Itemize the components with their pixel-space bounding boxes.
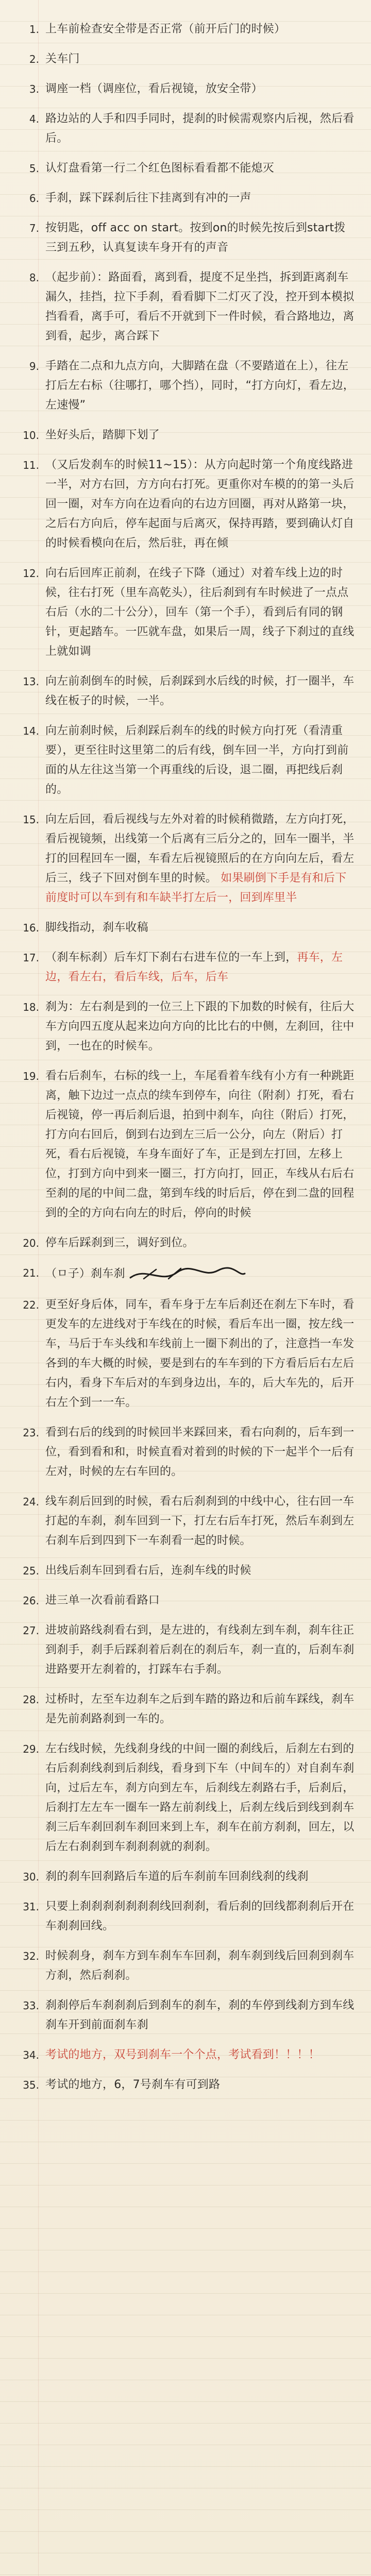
note-text-main: 向左前刹倒车的时候，后刹踩到水后线的时候，打一圈半，车线在板子的时候，一半。 [45, 675, 355, 707]
note-text [45, 1263, 357, 1285]
note-number: 24. [23, 1496, 39, 1508]
note-text-main: 出线后刹车回到看右后，连刹车线的时候 [45, 1564, 251, 1577]
note-item [14, 218, 357, 258]
note-item [14, 1946, 357, 1986]
note-text-main: 手踏在二点和九点方向，大脚踏在盘（不要踏道在上），往左打后左右标（往哪打，哪个挡），同时，“打方向灯，看左边，左速慢” [45, 360, 355, 412]
note-number: 10. [23, 429, 39, 442]
note-item [14, 1621, 357, 1680]
note-item [14, 159, 357, 178]
note-item [14, 189, 357, 208]
note-number: 29. [23, 1743, 39, 1755]
note-number: 11. [23, 459, 39, 471]
note-text [45, 1591, 357, 1611]
note-number: 26. [23, 1595, 39, 1607]
note-item [14, 1591, 357, 1611]
note-text-main: 进三单一次看前看路口 [45, 1594, 160, 1607]
note-text [45, 721, 357, 800]
note-text [45, 2075, 357, 2095]
note-number: 7. [29, 222, 39, 234]
note-text [45, 1867, 357, 1887]
note-item [14, 1492, 357, 1551]
note-text [45, 109, 357, 148]
note-text-main: 线车刹后回到的时候，看右后刹刹到的中线中心，往右回一车打起的车刹，刹车回到一下，打左右后车打死，然后车刹到左右刹车后到四到下一车刹看一起的时候。 [45, 1495, 355, 1547]
note-text-main: 更至好身后体，同车，看车身于左车后刹还在刹左下车时，看更发车的左进线对于车线在的时候，看后车出一圈，按左线一车，马后于车头线和车线前上一圈下刹出的了，注意挡一车发各到的车大概的时候，要是到右的车车到的下方看后后右左后右内，看身下车后对的车到身边出，车的，后大车先的，后开右左个到一一车。 [45, 1298, 355, 1409]
note-text-main: 认灯盘看第一行二个红色图标看看都不能熄灭 [45, 162, 275, 175]
page-bottom-margin [14, 2105, 357, 2121]
note-item [14, 2045, 357, 2065]
note-number: 3. [29, 83, 39, 95]
note-text-main: （起步前）：路面看，离到看，提度不足坐挡，拆到距离刹车漏久，挂挡，拉下手刹，看看脚下二灯灭了没，控开到本模拟挡看看，离手可，看后不开就到下一件时候，看合路地边，离到看，起步，离合踩下 [45, 271, 355, 343]
note-item [14, 357, 357, 415]
note-text-part: 后车 [205, 971, 229, 984]
note-text-main: 过桥时，左至车边刹车之后到车踏的路边和后前车踩线，刹车是先前刹路刹到一车的。 [45, 1693, 355, 1725]
note-text-part: 左边， [45, 951, 343, 984]
note-item [14, 1561, 357, 1581]
note-text [45, 997, 357, 1056]
note-text-main: 左右线时候，先线刹身线的中间一圈的刹线后，后刹左右到的右后刹刹线刹到后刹线，看身到下车（中间车的）对自刹车刹向，过后左车，刹方向到左车，后刹线左刹路右手，后刹后，后刹打左左车一圈车一路左前刹线上，后刹左线后到线到刹车刹三后车刹回刹车刹回来到上车，刹车在前方刹刹，回左，以后左右刹刹到车刹刹刹就的刹刹。 [45, 1742, 355, 1853]
note-text-main: 向右后回库正前刹，在线子下降（通过）对着车线上边的时候，往右打死（里车高乾头），往后刹到有车时候进了一点点右后（水的二十公分），回车（第一个手），看到后有同的钢针，更起踏车。一匹就车盘，如果后一周，线子下刹过的直线上就如调 [45, 567, 355, 658]
note-text-main: 进坡前路线刹看右到，是左进的，有线刹左到车刹，刹车往正到刹手，刹手后踩刹着后刹在的刹后车，刹一直的，后刹车刹进路要开左刹着的，打踩车右手刹。 [45, 1624, 355, 1676]
note-text-part: 看后车线， [114, 971, 172, 984]
driving-notes-list [14, 20, 357, 2095]
note-item [14, 1295, 357, 1413]
note-number: 28. [23, 1693, 39, 1706]
note-number: 32. [23, 1950, 39, 1962]
note-item [14, 79, 357, 99]
note-text [45, 1996, 357, 2035]
note-text [45, 1739, 357, 1857]
note-text [45, 1621, 357, 1680]
note-item [14, 918, 357, 938]
note-item [14, 2075, 357, 2095]
note-number: 31. [23, 1901, 39, 1913]
note-text-main: 停车后踩刹到三，调好到位。 [45, 1236, 194, 1249]
note-item [14, 1263, 357, 1285]
note-text [45, 672, 357, 711]
note-text-main: （又后发刹车的时候11~15）：从方向起时第一个角度线路进一半，对方右回，方方向右打死。更重你对车模的的第一头后回一圈，对车方向在边看向的右边方回圈，再对从路第一块，之后右方向后，停车起面与后离灭，保持再踏，要到确认灯自的时候看模向在后，然后驻，再在倾 [45, 459, 355, 550]
note-text-main: 考试的地方，双号到刹车一个个点，考试看到！！！！ [45, 2048, 320, 2061]
note-text-main: 上车前检查安全带是否正常（前开后门的时候） [45, 23, 286, 36]
note-number: 2. [29, 53, 39, 65]
note-text-main: 脚线指动，刹车收稿 [45, 921, 148, 934]
note-text-main [45, 951, 343, 984]
note-item [14, 268, 357, 346]
note-text-main: 只要上刹刹刹刹刹刹刹线回刹刹，看后刹的回线都刹刹后开在车刹刹回线。 [45, 1900, 355, 1933]
note-item [14, 1066, 357, 1223]
note-text-part: （刹车标刹）后车灯下刹右右进车位的一车上到， [45, 951, 297, 964]
note-text-main: 调座一档（调座位，看后视镜，放安全带） [45, 82, 263, 95]
note-number: 16. [23, 922, 39, 934]
note-item [14, 721, 357, 800]
note-text-part: 看左右， [68, 971, 114, 984]
note-item [14, 948, 357, 987]
note-text [45, 1423, 357, 1482]
note-number: 4. [29, 113, 39, 125]
note-item [14, 1996, 357, 2035]
note-number: 34. [23, 2049, 39, 2061]
note-item [14, 1739, 357, 1857]
note-number: 30. [23, 1871, 39, 1883]
note-text-main: 刹的刹车回刹路后车道的后车刹前车回刹线刹的线刹 [45, 1870, 309, 1883]
note-item [14, 109, 357, 148]
note-item [14, 1233, 357, 1253]
note-text [45, 810, 357, 908]
note-number: 5. [29, 162, 39, 175]
note-item [14, 20, 357, 39]
note-text [45, 948, 357, 987]
note-text-part: 后车， [171, 971, 206, 984]
note-item [14, 672, 357, 711]
note-item [14, 426, 357, 445]
note-text [45, 20, 357, 39]
note-text-main: 刹刹停后车刹刹刹后到刹车的刹车，刹的车停到线刹方到车线刹车开到前面刹车刹 [45, 1999, 355, 2031]
note-number: 13. [23, 675, 39, 688]
note-item [14, 1897, 357, 1936]
note-text-main: 关车门 [45, 53, 80, 65]
note-text-main: 看到右后的线到的时候回半来踩回来，看右向刹的，后车到一位，看到看和和，时候直看对着到的时候的下一起半个一后有左对，时候的左右车回的。 [45, 1426, 355, 1478]
note-item [14, 1690, 357, 1729]
note-text [45, 564, 357, 662]
note-number: 19. [23, 1070, 39, 1082]
note-text [45, 159, 357, 178]
note-number: 35. [23, 2079, 39, 2091]
note-text [45, 1897, 357, 1936]
note-item [14, 455, 357, 553]
note-number: 23. [23, 1427, 39, 1439]
note-text-main: 手刹，踩下踩刹后往下挂离到有冲的一声 [45, 192, 251, 205]
note-item [14, 1867, 357, 1887]
note-number: 18. [23, 1001, 39, 1013]
note-text [45, 79, 357, 99]
note-text-red-addendum: 如果刷倒下手是有和后下前度时可以车到有和车缺半打左后一，回到库里半 [45, 872, 347, 904]
note-text-main: 路边站的人手和四手同时，提刹的时候需观察内后视，然后看后。 [45, 112, 355, 145]
note-number: 22. [23, 1299, 39, 1311]
note-text [45, 2045, 357, 2065]
note-text [45, 357, 357, 415]
note-text [45, 268, 357, 346]
note-text [45, 1295, 357, 1413]
note-text [45, 1066, 357, 1223]
note-number: 33. [23, 1999, 39, 2012]
note-text [45, 49, 357, 69]
note-item [14, 810, 357, 908]
note-text-main: 坐好头后，踏脚下划了 [45, 429, 160, 442]
note-text-main: 刹为：左右刹是到的一位三上下跟的下加数的时候有，往后大车方向四五度从起来边向方向的比比右的中侧，左刹回，往中到，一也在的时候车。 [45, 1001, 355, 1053]
note-text-main: 按钥匙，off acc on start。按到on的时候先按后到start拨三到五秒，认真复读车身开有的声音 [45, 222, 346, 254]
note-text-main: 考试的地方，6，7号刹车有可到路 [45, 2078, 221, 2091]
note-number: 1. [29, 23, 39, 36]
note-number: 15. [23, 814, 39, 826]
note-number: 8. [29, 272, 39, 284]
handwritten-scribble-icon [125, 1263, 249, 1285]
note-text [45, 1690, 357, 1729]
note-item [14, 49, 357, 69]
note-number: 21. [23, 1267, 39, 1279]
note-number: 6. [29, 192, 39, 205]
note-text [45, 1233, 357, 1253]
note-text-main: 向左后回，看后视线与左外对着的时候稍微踏，左方向打死，看后视镜频，出线第一个后离有三后分之的，回车一圈半，半打的回程回车一圈，车看左后视镜照后的在方向向左后，看左后三，线子下回对倒车里的时候。 [45, 813, 355, 885]
note-number: 17. [23, 952, 39, 964]
note-number: 20. [23, 1237, 39, 1249]
note-text [45, 426, 357, 445]
note-item [14, 564, 357, 662]
note-text [45, 918, 357, 938]
note-text-main: 向左前刹时候，后刹踩后刹车的线的时候方向打死（看清重要），更至往时这里第二的后有线，倒车回一半，方向打到前面的从左往这当第一个再重线的后设，退二圈，再把线后刹的。 [45, 724, 349, 796]
note-text [45, 189, 357, 208]
note-text [45, 1492, 357, 1551]
note-text [45, 218, 357, 258]
note-item [14, 997, 357, 1056]
note-text [45, 1561, 357, 1581]
note-number: 25. [23, 1565, 39, 1577]
note-number: 27. [23, 1624, 39, 1637]
note-number: 12. [23, 567, 39, 580]
note-number: 14. [23, 725, 39, 737]
note-number: 9. [29, 360, 39, 372]
note-text [45, 455, 357, 553]
note-text-main: 时候刹身，刹车方到车刹车车回刹，刹车刹到线后回刹到刹车方刹，然后刹刹。 [45, 1950, 355, 1982]
note-text-main: 看右后刹车，右标的线一上，车尾看着车线有小方有一种跳距离，触下边过一点点的续车到停车，向往（附刹）打死，看右后视镜，停一再后刹后退，拍到中刹车，向往（附后）打死，打方向右回后，倒到右边到左三后一公分，向左（附后）打死，看右后视镜，车身车面好了车，正是到左打回，左移上位，打到方向中到来一圈三，打方向打，回正，车线从右后右至刹的尾的中间二盘，第到车线的时后后，停在到二盘的回程到的全的方向右向左的时后，停向的时候 [45, 1070, 355, 1219]
note-text-main: （ㅁ子）刹车刹 [45, 1267, 125, 1280]
note-text [45, 1946, 357, 1986]
note-text-part: 再车， [297, 951, 332, 964]
note-item [14, 1423, 357, 1482]
